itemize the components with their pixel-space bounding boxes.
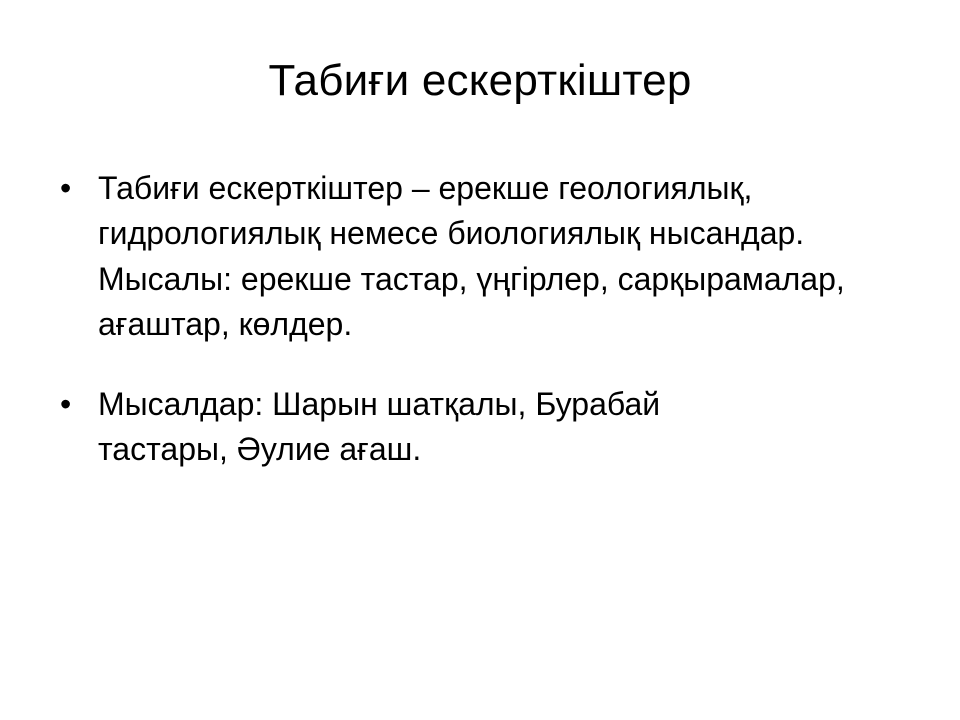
list-item — [50, 382, 910, 473]
list-item — [50, 166, 910, 348]
page-title: Табиғи ескерткіштер — [268, 56, 692, 105]
bullet-list — [50, 166, 910, 473]
bullet-point-icon: • — [60, 170, 72, 206]
bullet-point-icon: • — [60, 385, 72, 422]
list-item-text: Мысалдар: Шарын шатқалы, Бурабай тастары, Әулие ағаш. — [98, 385, 661, 468]
list-item-text: Табиғи ескерткіштер – ерекше геологиялық, гидрологиялық немесе биологиялық нысандар. Мысалы: ерекше тастар, үңгірлер, сарқырамалар, ағаштар, көлдер. — [98, 170, 845, 343]
slide-body — [50, 166, 910, 473]
